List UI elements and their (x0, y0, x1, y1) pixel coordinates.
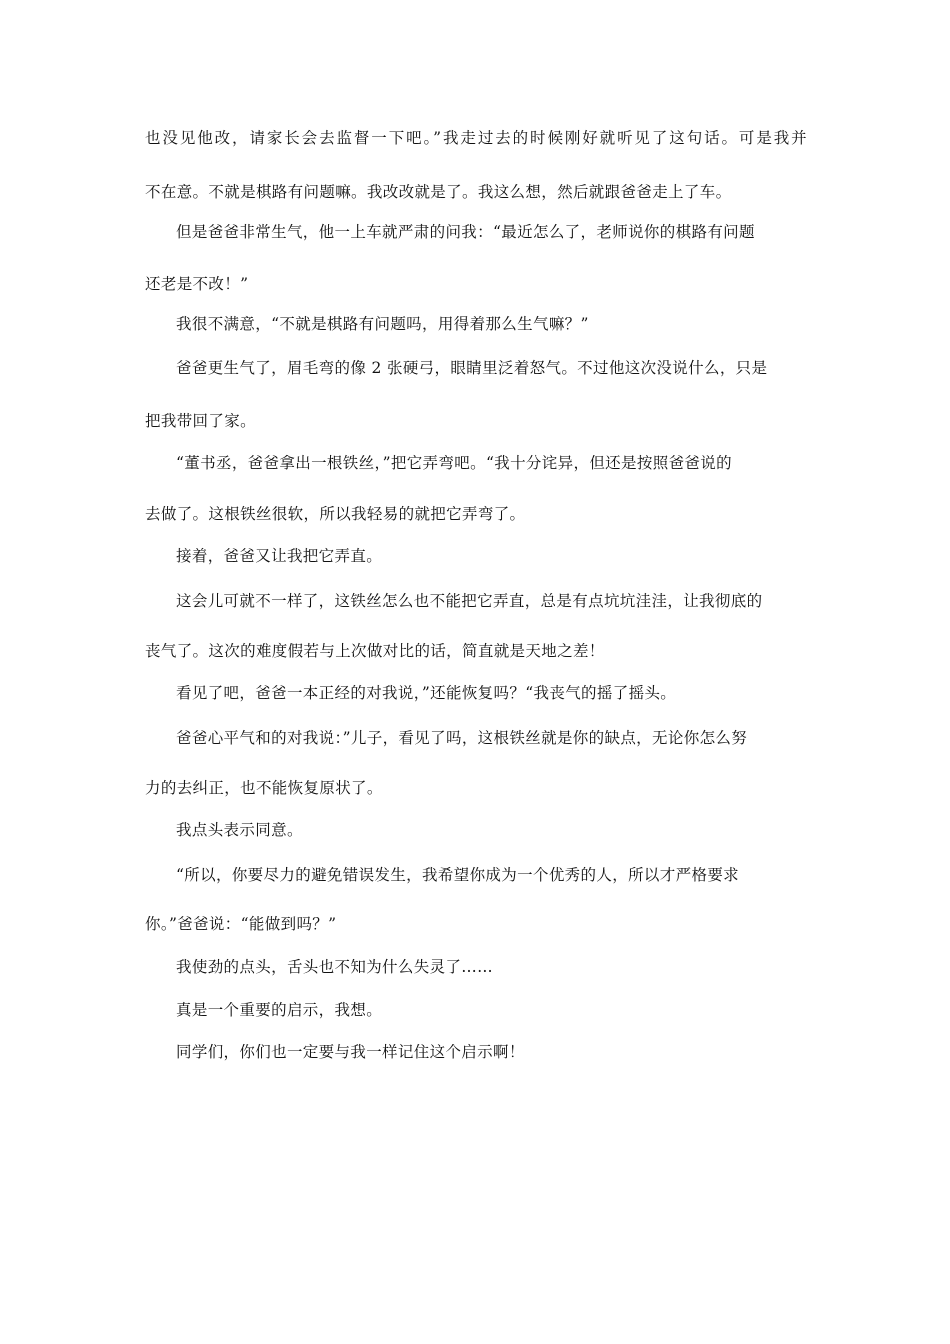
text-line-4: 还老是不改！” (145, 275, 249, 293)
text-line-13: 看见了吧，爸爸一本正经的对我说，”还能恢复吗？“我丧气的摇了摇头。 (176, 684, 677, 702)
text-line-11: 这会儿可就不一样了，这铁丝怎么也不能把它弄直，总是有点坑坑洼洼，让我彻底的 (176, 592, 763, 610)
text-line-18: 你。”爸爸说：“能做到吗？” (145, 915, 337, 933)
text-line-16: 我点头表示同意。 (176, 821, 303, 839)
text-line-3: 但是爸爸非常生气，他一上车就严肃的问我：“最近怎么了，老师说你的棋路有问题 (176, 223, 755, 241)
text-line-14: 爸爸心平气和的对我说：”儿子，看见了吗，这根铁丝就是你的缺点，无论你怎么努 (176, 729, 748, 747)
text-line-19: 我使劲的点头，舌头也不知为什么失灵了…… (176, 958, 494, 976)
text-line-2: 不在意。不就是棋路有问题嘛。我改改就是了。我这么想，然后就跟爸爸走上了车。 (145, 183, 732, 201)
text-line-8: “董书丞，爸爸拿出一根铁丝，”把它弄弯吧。“我十分诧异，但还是按照爸爸说的 (176, 454, 732, 472)
text-line-6: 爸爸更生气了，眉毛弯的像 2 张硬弓，眼睛里泛着怒气。不过他这次没说什么，只是 (176, 359, 768, 377)
text-line-20: 真是一个重要的启示，我想。 (176, 1001, 383, 1019)
text-line-21: 同学们，你们也一定要与我一样记住这个启示啊！ (176, 1043, 525, 1061)
text-line-9: 去做了。这根铁丝很软，所以我轻易的就把它弄弯了。 (145, 505, 526, 523)
text-line-15: 力的去纠正，也不能恢复原状了。 (145, 779, 383, 797)
text-line-1: 也没见他改，请家长会去监督一下吧。”我走过去的时候刚好就听见了这句话。可是我并 (145, 129, 807, 147)
text-line-10: 接着，爸爸又让我把它弄直。 (176, 547, 383, 565)
text-line-7: 把我带回了家。 (145, 412, 256, 430)
text-line-17: “所以，你要尽力的避免错误发生，我希望你成为一个优秀的人，所以才严格要求 (176, 866, 740, 884)
text-line-12: 丧气了。这次的难度假若与上次做对比的话，简直就是天地之差！ (145, 642, 605, 660)
text-line-5: 我很不满意，“不就是棋路有问题吗，用得着那么生气嘛？” (176, 315, 589, 333)
